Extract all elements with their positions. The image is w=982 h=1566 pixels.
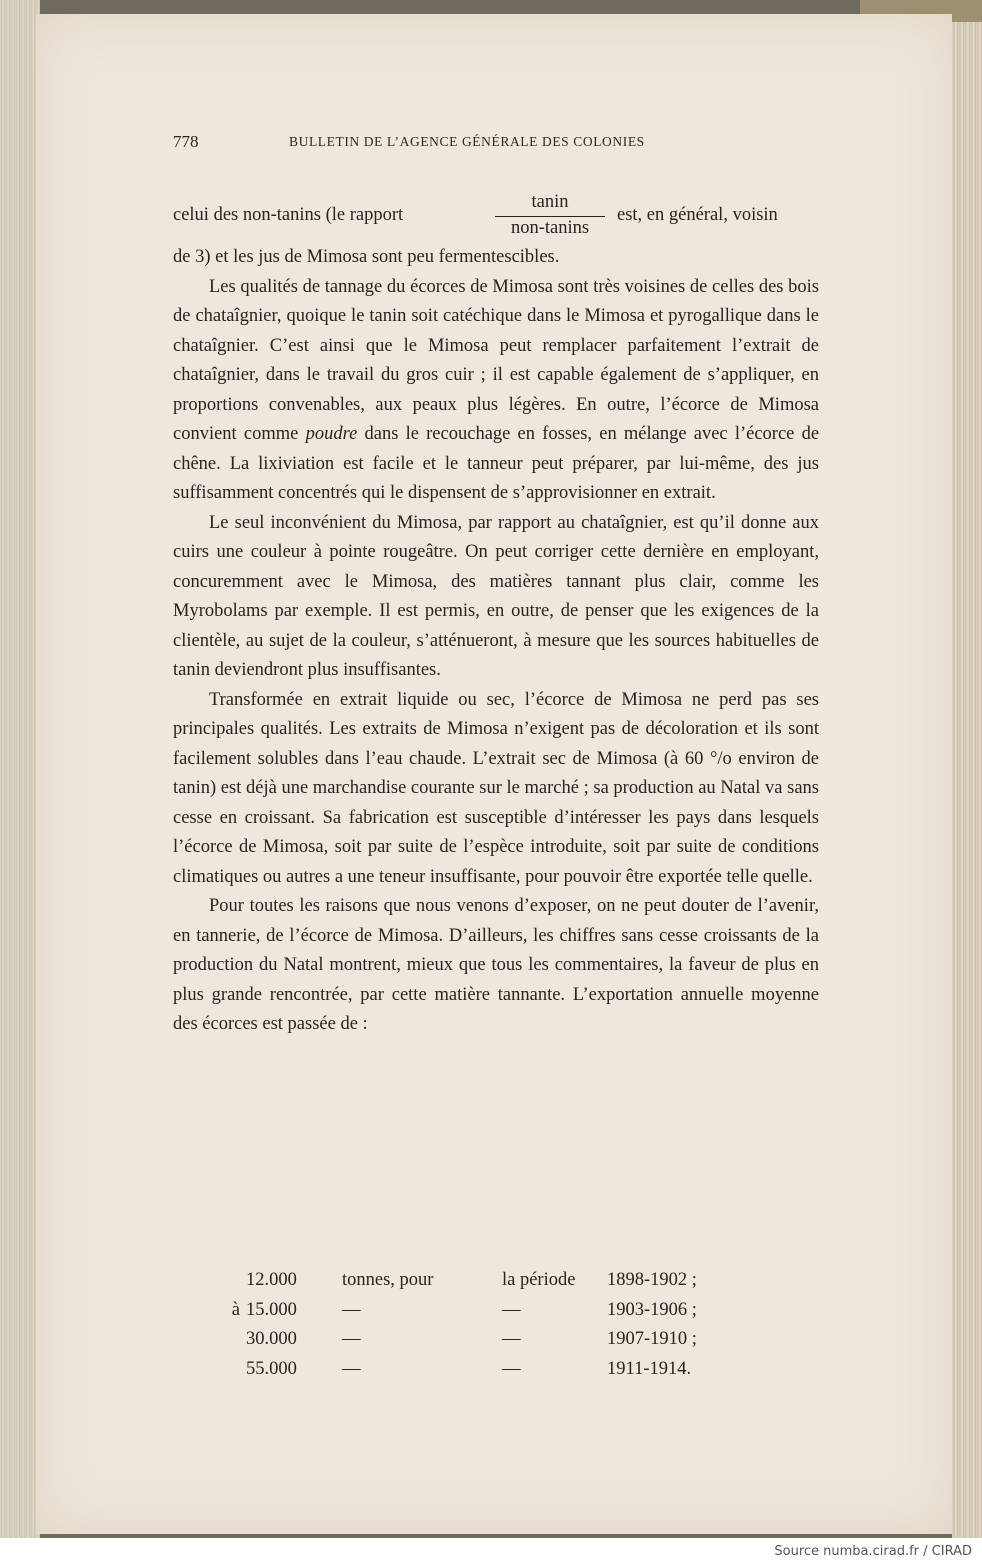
table-row	[173, 1355, 773, 1385]
row-prefix: à	[231, 1299, 240, 1320]
paper-sheet	[36, 14, 952, 1534]
source-credit: Source numba.cirad.fr / CIRAD	[774, 1544, 972, 1559]
row-quantity: 55.000	[246, 1358, 297, 1379]
page-number: 778	[173, 132, 199, 151]
row-unit: tonnes, pour	[342, 1270, 434, 1291]
fraction-line-before: celui des non-tanins (le rapport	[173, 205, 404, 225]
table-row	[173, 1325, 773, 1355]
row-label: la période	[502, 1270, 576, 1291]
row-period: 1907-1910 ;	[607, 1329, 697, 1350]
page-edges-right	[952, 0, 982, 1538]
paragraph-inconvenient: Le seul inconvénient du Mimosa, par rapport au chataîgnier, est qu’il donne aux cuirs une couleur à pointe rougeâtre. On peut corriger cette dernière en employant, concuremment avec le Mimosa, des matières tannant plus clair, comme les Myrobolams par exemple. Il est permis, en outre, de penser que les exigences de la clientèle, au sujet de la couleur, s’atténueront, à mesure que les sources habituelles de tanin deviendront plus insuffisantes.	[173, 512, 819, 680]
row-prefix	[173, 1355, 246, 1385]
paragraph-exports: Pour toutes les raisons que nous venons d’exposer, on ne peut douter de l’avenir, en tannerie, de l’écorce de Mimosa. D’ailleurs, les chiffres sans cesse croissants de la production du Natal montrent, mieux que tous les commentaires, la faveur de plus en plus grande rencontrée, par cette matière tannante. L’exportation annuelle moyenne des écorces est passée de :	[173, 896, 819, 1034]
row-period: 1903-1906 ;	[607, 1299, 697, 1320]
fraction-denominator: non-tanins	[510, 218, 590, 238]
row-quantity: 15.000	[246, 1299, 297, 1320]
row-prefix	[173, 1325, 246, 1355]
row-label: —	[502, 1358, 521, 1379]
row-label: —	[502, 1299, 521, 1320]
row-quantity: 30.000	[246, 1329, 297, 1350]
table-row	[173, 1296, 773, 1326]
exports-table	[173, 1266, 773, 1384]
paragraph-tanning-qualities-tail: dans le recouchage en fosses, en mélange avec l’écorce de chêne. La lixiviation est facile et le tanneur peut préparer, par lui-même, des jus suffisamment concentrés qui le dispensent de s’approvisionner en extrait.	[173, 424, 820, 503]
row-period: 1911-1914.	[607, 1358, 692, 1379]
row-period: 1898-1902 ;	[607, 1270, 697, 1291]
fraction-line-after: est, en général, voisin	[617, 205, 778, 225]
body-text	[173, 243, 819, 1040]
row-quantity: 12.000	[246, 1270, 297, 1291]
row-prefix	[173, 1266, 246, 1296]
table-row	[173, 1266, 773, 1296]
tanin-ratio-fraction	[495, 190, 605, 239]
paragraph-tanning-qualities-text: Les qualités de tannage du écorces de Mimosa sont très voisines de celles des bois de chataîgnier, quoique le tanin soit catéchique dans le Mimosa et pyrogallique dans le chataîgnier. C’est ainsi que le Mimosa peut remplacer parfaitement l’extrait de chataîgnier, dans le travail du gros cuir ; il est capable également de s’appliquer, en proportions convenables, aux peaux plus légères. En outre, l’écorce de Mimosa convient comme	[173, 276, 819, 444]
paragraph-extract: Transformée en extrait liquide ou sec, l’écorce de Mimosa ne perd pas ses principales qualités. Les extraits de Mimosa n’exigent pas de décoloration et ils sont facilement solubles dans l’eau chaude. L’extrait sec de Mimosa (à 60 °/o environ de tanin) est déjà une marchandise courante sur le marché ; sa production au Natal va sans cesse en croissant. Sa fabrication est susceptible d’intéresser les pays dans lesquels l’écorce de Mimosa, soit par suite de l’espèce introduite, soit par suite de conditions climatiques ou autres a une teneur insuffisante, pour pouvoir être exportée telle quelle.	[173, 689, 819, 887]
row-unit: —	[342, 1329, 361, 1350]
paragraph-tanning-qualities	[173, 273, 819, 509]
row-label: —	[502, 1329, 521, 1350]
fraction-line	[173, 190, 853, 240]
row-unit: —	[342, 1358, 361, 1379]
journal-title: BULLETIN DE L’AGENCE GÉNÉRALE DES COLONIES	[289, 134, 645, 149]
exports-table-body	[173, 1266, 773, 1384]
page-content	[36, 14, 952, 1534]
row-unit: —	[342, 1299, 361, 1320]
paragraph-continuation: de 3) et les jus de Mimosa sont peu fermentescibles.	[173, 247, 560, 267]
fraction-numerator: tanin	[531, 192, 569, 212]
page-edges-left	[0, 0, 40, 1538]
italic-term: poudre	[305, 424, 358, 444]
running-head	[173, 132, 873, 156]
